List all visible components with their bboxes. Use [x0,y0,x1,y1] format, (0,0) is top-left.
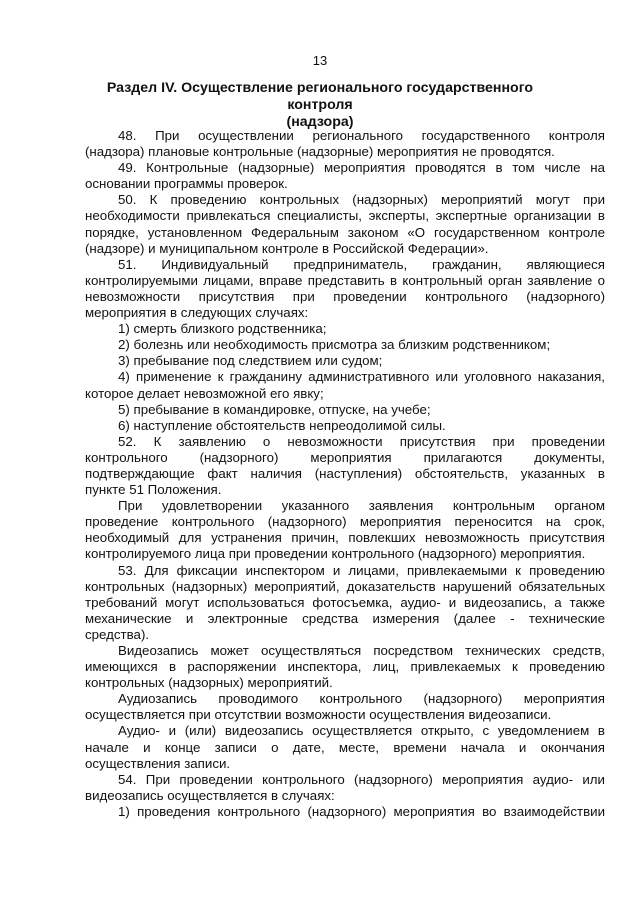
text-line: мероприятия в следующих случаях: [85,305,309,321]
text-line: контролируемого лица при проведении контрольного (надзорного) мероприятия. [85,546,586,562]
text-line: 49. Контрольные (надзорные) мероприятия проводятся в том числе на [118,160,605,176]
text-line: средства). [85,626,150,642]
text-line: Аудиозапись проводимого контрольного (надзорного) мероприятия [118,691,605,707]
text-line: которое делает невозможной его явку; [85,385,324,401]
text-line: При удовлетворении указанного заявления контрольным органом [118,498,605,514]
text-line: требований могут использоваться фотосъемка, аудио- и видеозапись, а также [85,594,605,610]
text-line: 52. К заявлению о невозможности присутствия при проведении [118,433,605,449]
text-line: имеющихся в распоряжении инспектора, лиц, привлекаемых к проведению [85,659,605,675]
document-body [85,128,605,820]
page-number: 13 [312,53,328,68]
text-line: основании программы проверок. [85,176,288,192]
section-title-line: (надзора) [286,114,354,130]
text-line: (надзора) плановые контрольные (надзорные) мероприятия не проводятся. [85,144,555,160]
text-line: 5) пребывание в командировке, отпуске, на учебе; [118,401,431,417]
text-line: контролируемыми лицами, вправе представить в контрольный орган заявление о [85,272,605,288]
text-line: невозможности присутствия при проведении контрольного (надзорного) [85,288,605,304]
text-line: порядке, установленном Федеральным законом «О государственном контроле [85,224,605,240]
text-line: 1) смерть близкого родственника; [118,321,327,337]
text-line: видеозапись осуществляется в случаях: [85,787,335,803]
text-line: контрольных (надзорных) мероприятий, доказательств нарушений обязательных [85,578,605,594]
text-line: начале и конце записи о дате, месте, времени начала и окончания [85,739,605,755]
text-line: необходимый для устранения причин, повлекших невозможность присутствия [85,530,605,546]
text-line: 3) пребывание под следствием или судом; [118,353,383,369]
text-line: 53. Для фиксации инспектором и лицами, привлекаемыми к проведению [118,562,605,578]
text-line: 54. При проведении контрольного (надзорного) мероприятия аудио- или [118,771,605,787]
text-line: 48. При осуществлении регионального государственного контроля [118,128,605,143]
text-line: Аудио- и (или) видеозапись осуществляется открыто, с уведомлением в [118,723,605,739]
text-line: осуществляется при отсутствии возможности осуществления видеозаписи. [85,707,552,723]
text-line: механические и электронные средства измерения (далее - технические [85,610,605,626]
text-line: 51. Индивидуальный предприниматель, гражданин, являющиеся [118,256,605,272]
text-line: контрольного (надзорного) мероприятия прилагаются документы, [85,449,605,465]
text-line: 4) применение к гражданину административного или уголовного наказания, [118,369,605,385]
section-title [90,80,550,131]
text-line: (надзоре) и муниципальном контроле в Российской Федерации». [85,240,489,256]
text-line: 1) проведения контрольного (надзорного) мероприятия во взаимодействии [118,803,605,819]
text-line: осуществления записи. [85,755,231,771]
text-line: необходимости привлекаться специалисты, эксперты, экспертные организации в [85,208,605,224]
section-title-line: Раздел IV. Осуществление регионального государственного контроля [106,80,534,113]
text-line: Видеозапись может осуществляться посредством технических средств, [118,643,605,658]
text-line: 50. К проведению контрольных (надзорных) мероприятий могут при [118,192,605,208]
text-line: 6) наступление обстоятельств непреодолимой силы. [118,417,446,433]
text-line: пункте 51 Положения. [85,482,222,498]
text-line: подтверждающие факт наличия (наступления) обстоятельств, указанных в [85,465,605,481]
text-line: проведение контрольного (надзорного) мероприятия переносится на срок, [85,514,605,530]
text-line: контрольных (надзорных) мероприятий. [85,675,333,691]
text-line: 2) болезнь или необходимость присмотра за близким родственником; [118,337,551,353]
